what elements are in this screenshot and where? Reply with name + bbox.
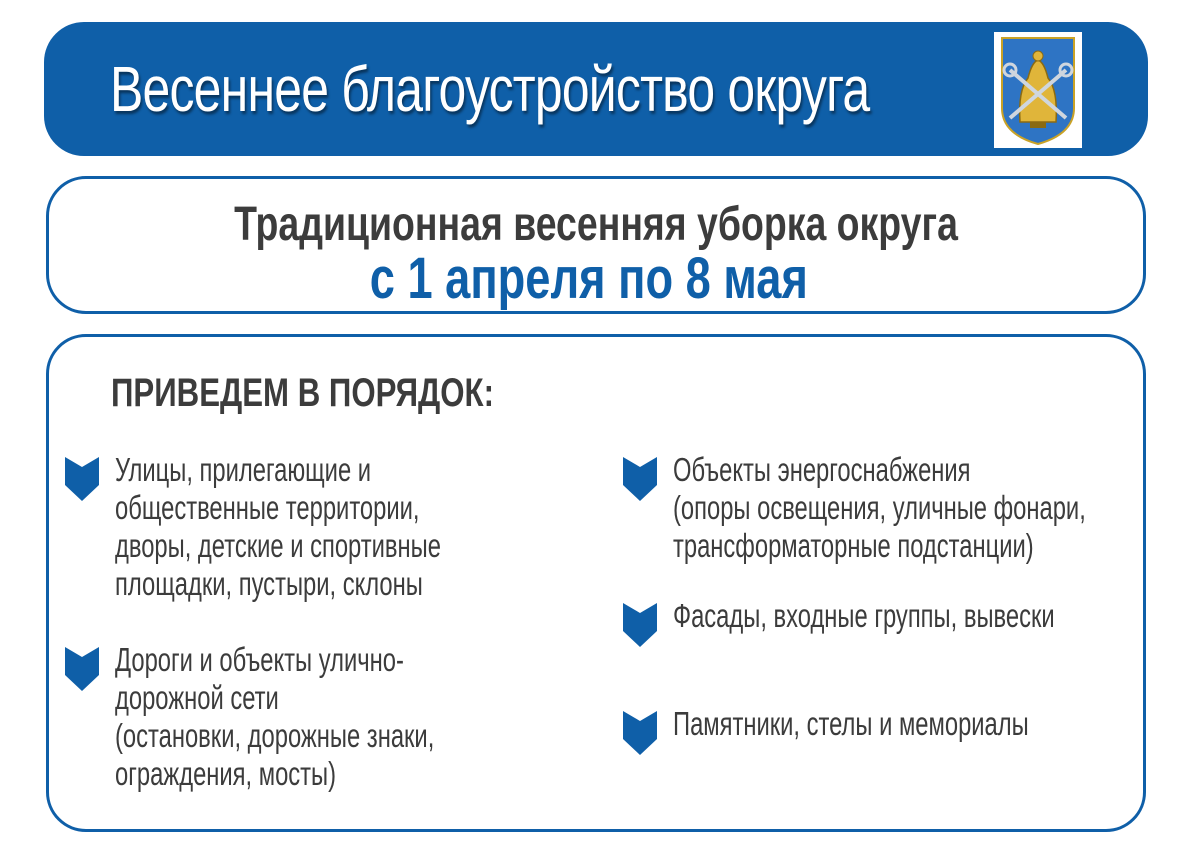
shield-chevron-icon	[65, 457, 99, 501]
announcement-dates: с 1 апреля по 8 мая	[369, 246, 808, 311]
list-item-text: Фасады, входные группы, вывески	[673, 597, 1055, 634]
shield-chevron-icon	[623, 711, 657, 755]
shield-chevron-icon	[623, 603, 657, 647]
list-item-text: Памятники, стелы и мемориалы	[673, 705, 1029, 742]
list-item-text: Улицы, прилегающие и общественные территории, дворы, детские и спортивные площадки, пустыри, склоны	[115, 451, 441, 602]
list-item-text: Дороги и объекты улично- дорожной сети (остановки, дорожные знаки, ограждения, мосты)	[115, 641, 435, 792]
checklist-title: ПРИВЕДЕМ В ПОРЯДОК:	[111, 371, 494, 415]
shield-chevron-icon	[623, 457, 657, 501]
header-banner	[44, 22, 1148, 156]
shield-chevron-icon	[65, 647, 99, 691]
announcement-box	[46, 176, 1146, 314]
checklist-box	[46, 334, 1146, 832]
page-title: Весеннее благоустройство округа	[110, 53, 870, 125]
announcement-title: Традиционная весенняя уборка округа	[234, 198, 958, 251]
coat-of-arms-emblem-icon	[992, 30, 1084, 150]
list-item-text: Объекты энергоснабжения (опоры освещения, уличные фонари, трансформаторные подстанции)	[673, 451, 1086, 564]
